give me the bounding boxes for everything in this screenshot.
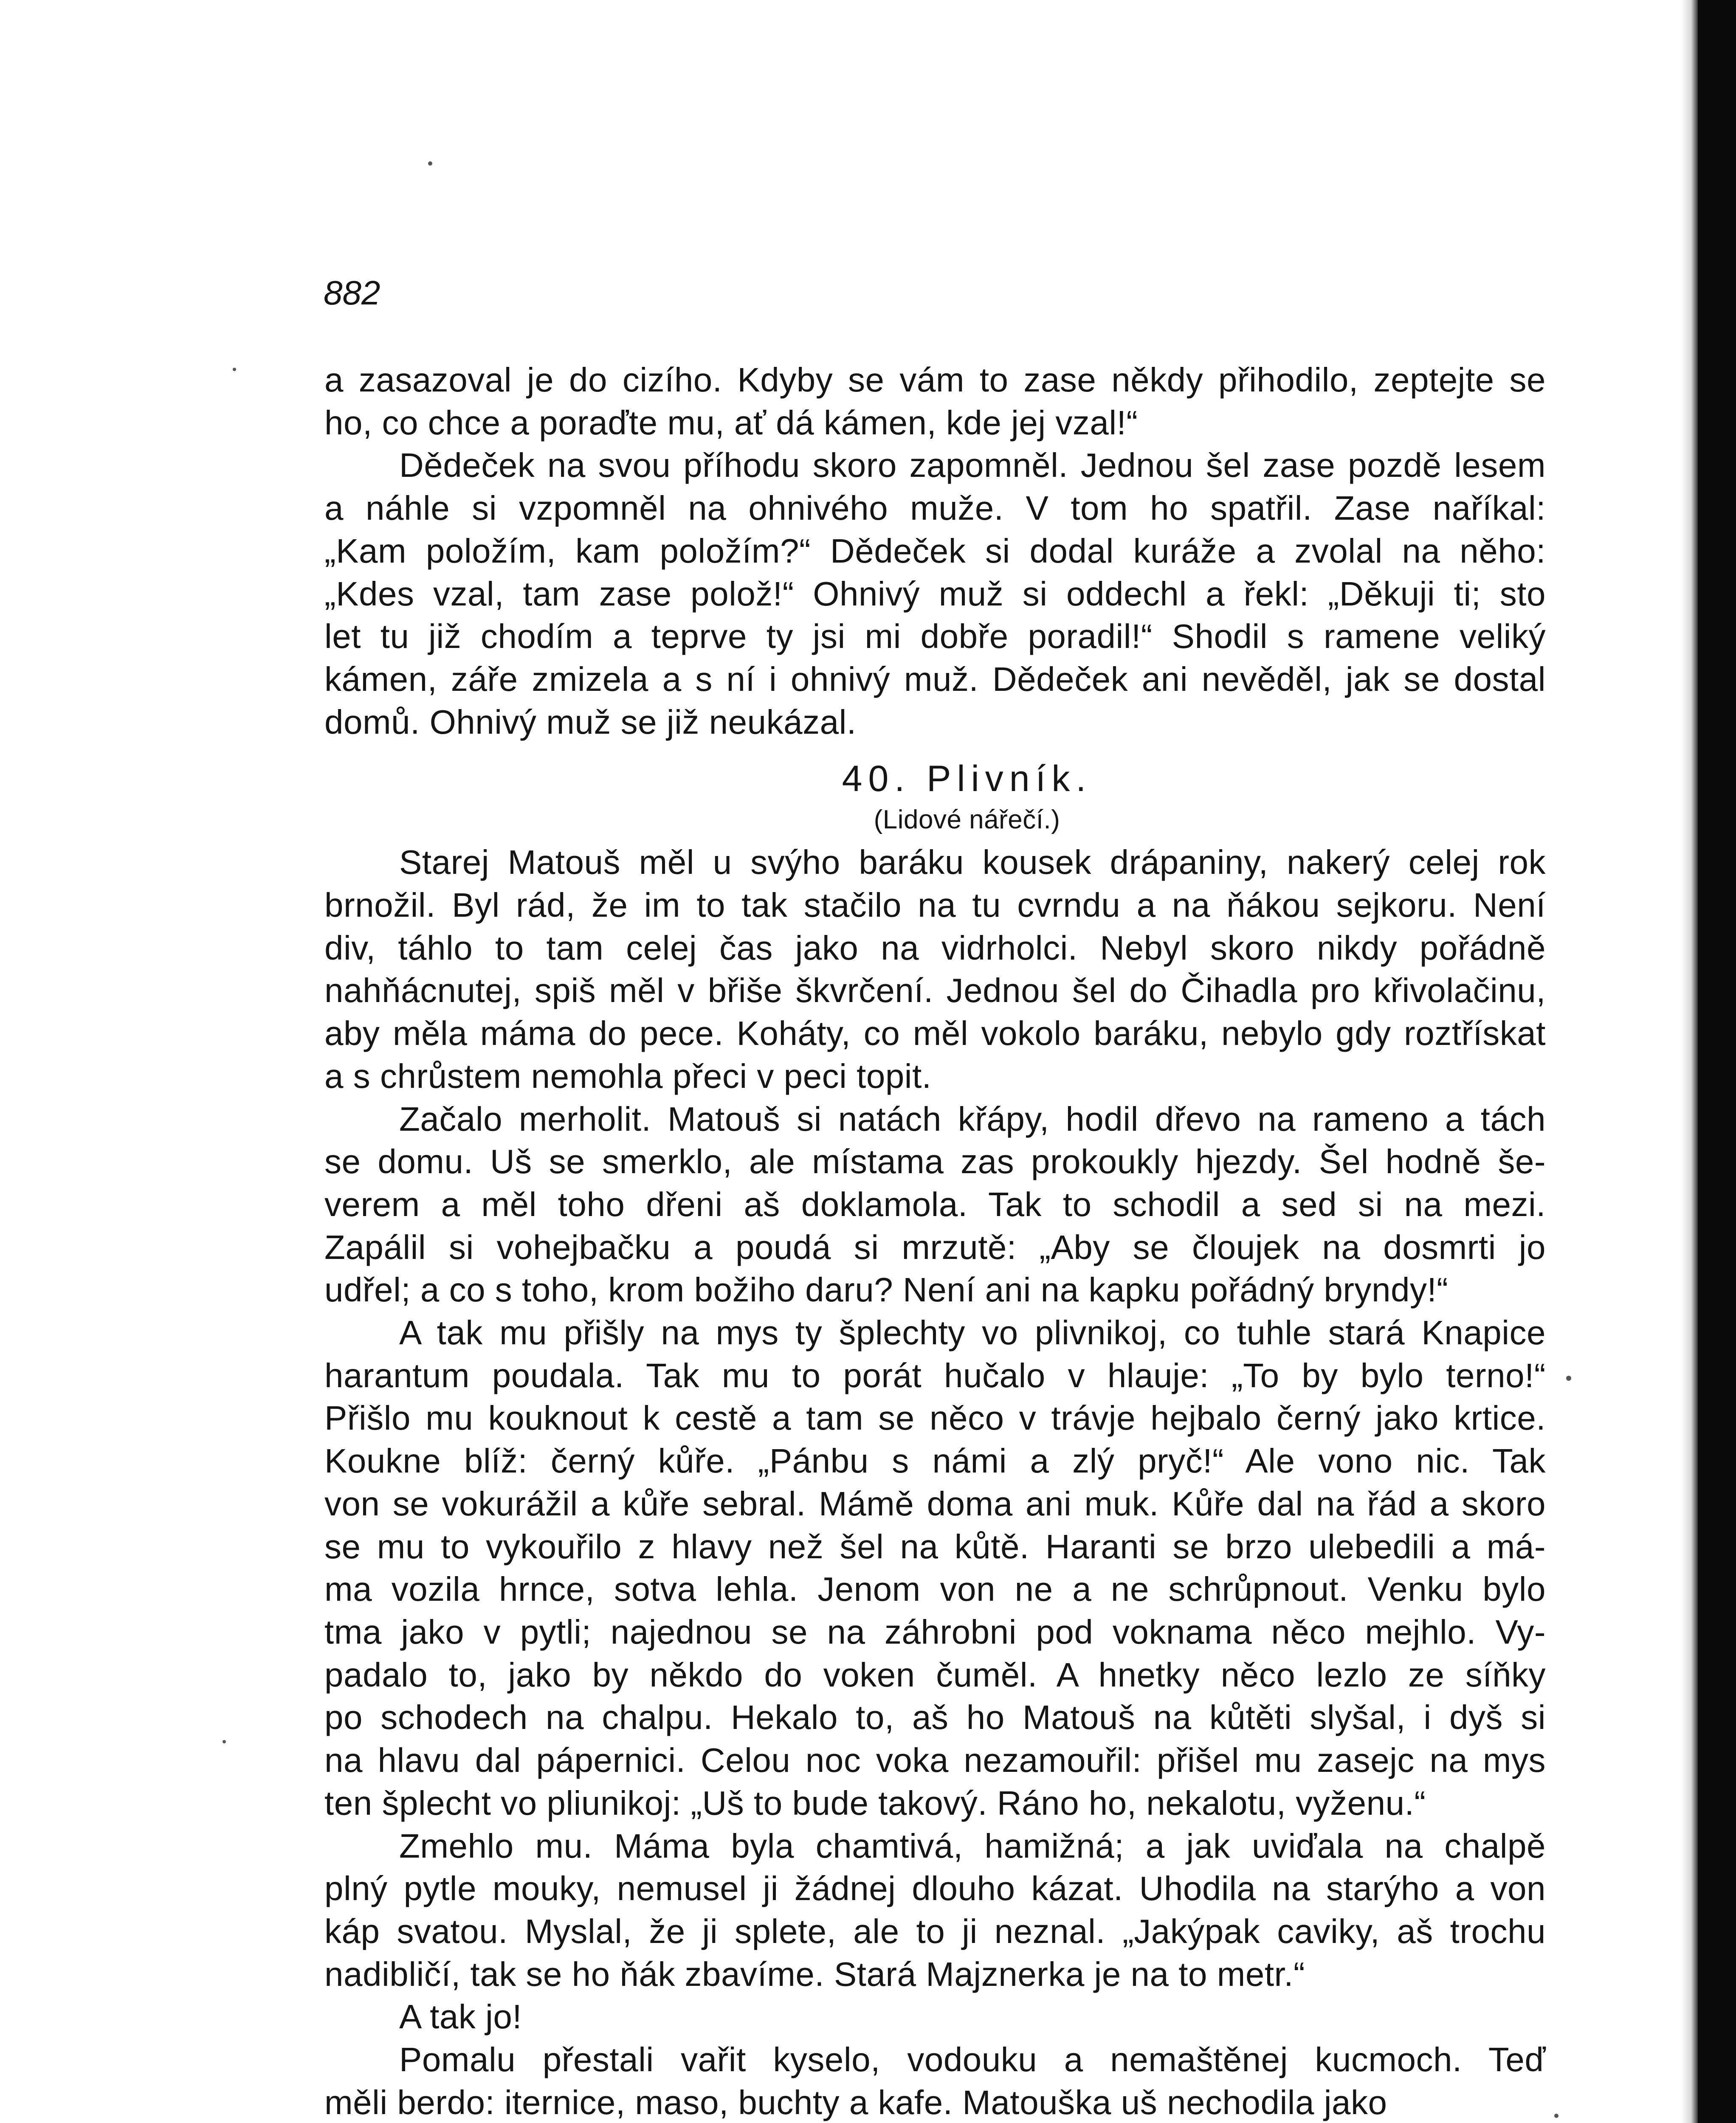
text-line: Pomalu přestali vařit kyselo, vodouku a nemaštěnej kucmoch. Teď	[399, 2041, 1546, 2079]
text-line: „Kdes vzal, tam zase polož!“ Ohnivý muž si oddechl a řekl: „Děkuji ti; sto	[324, 574, 1546, 613]
text-line: plný pytle mouky, nemusel ji žádnej dlouho kázat. Uhodila na starýho a von	[324, 1870, 1546, 1908]
text-line: a zasazoval je do cizího. Kdyby se vám to zase někdy přihodilo, zeptejte se	[324, 361, 1546, 399]
text-line: Dědeček na svou příhodu skoro zapomněl. Jednou šel zase pozdě lesem	[399, 446, 1546, 484]
scan-speck	[223, 1740, 226, 1743]
paragraph	[324, 444, 1546, 743]
scan-speck	[233, 368, 236, 371]
text-line: Zapálil si vohejbačku a poudá si mrzutě: „Aby se čloujek na dosmrti jo	[324, 1228, 1546, 1266]
text-line: Začalo merholit. Matouš si natách křápy, hodil dřevo na rameno a tách	[399, 1100, 1546, 1138]
scan-speck	[1566, 1376, 1571, 1381]
text-line: nahňácnutej, spiš měl v břiše škvrčení. Jednou šel do Čihadla pro křivolačinu,	[324, 971, 1546, 1010]
text-line: A tak jo!	[399, 1998, 522, 2036]
page-body	[324, 359, 1546, 2123]
paragraph	[324, 1825, 1546, 1996]
text-line: ten šplecht vo pliunikoj: „Uš to bude takový. Ráno ho, nekalotu, vyženu.“	[324, 1784, 1426, 1822]
text-line: na hlavu dal pápernici. Celou noc voka nezamouřil: přišel mu zasejc na mys	[324, 1741, 1546, 1779]
text-line: domů. Ohnivý muž se již neukázal.	[324, 703, 857, 741]
text-line: A tak mu přišly na mys ty šplechty vo plivnikoj, co tuhle stará Knapice	[399, 1314, 1546, 1352]
text-line: ho, co chce a poraďte mu, ať dá kámen, kde jej vzal!“	[324, 403, 1138, 442]
chapter-subtitle: (Lidové nářečí.)	[874, 805, 1060, 835]
text-line: let tu již chodím a teprve ty jsi mi dobře poradil!“ Shodil s ramene veliký	[324, 617, 1546, 656]
page-number: 882	[324, 274, 380, 312]
paragraph	[324, 1098, 1546, 1312]
text-after-chapter	[324, 841, 1546, 2123]
text-line: verem a měl toho dřeni aš doklamola. Tak to schodil a sed si na mezi.	[324, 1185, 1546, 1223]
text-line: Starej Matouš měl u svýho baráku kousek drápaniny, nakerý celej rok	[399, 843, 1546, 881]
text-line: a náhle si vzpomněl na ohnivého muže. V tom ho spatřil. Zase naříkal:	[324, 489, 1546, 527]
text-line: měli berdo: iternice, maso, buchty a kafe. Matouška uš nechodila jako	[324, 2083, 1387, 2121]
scan-speck	[1554, 2114, 1558, 2118]
text-line: Koukne blíž: černý kůře. „Pánbu s námi a zlý pryč!“ Ale vono nic. Tak	[324, 1442, 1546, 1480]
text-line: div, táhlo to tam celej čas jako na vidrholci. Nebyl skoro nikdy pořádně	[324, 929, 1546, 967]
text-line: a s chrůstem nemohla přeci v peci topit.	[324, 1057, 932, 1095]
text-before-chapter	[324, 359, 1546, 743]
paragraph	[324, 359, 1546, 444]
text-line: padalo to, jako by někdo do voken čuměl. A hnetky něco lezlo ze síňky	[324, 1656, 1546, 1694]
scan-speck	[428, 161, 432, 166]
text-line: ma vozila hrnce, sotva lehla. Jenom von ne a ne schrůpnout. Venku bylo	[324, 1570, 1546, 1608]
chapter-title: 40. Plivník.	[842, 758, 1092, 800]
text-line: brnožil. Byl rád, že im to tak stačilo na tu cvrndu a na ňákou sejkoru. Není	[324, 886, 1546, 924]
paragraph	[324, 2039, 1546, 2123]
text-line: tma jako v pytli; najednou se na záhrobni pod voknama něco mejhlo. Vy-	[324, 1613, 1546, 1651]
text-line: „Kam položím, kam položím?“ Dědeček si dodal kuráže a zvolal na něho:	[324, 532, 1546, 570]
text-line: kámen, záře zmizela a s ní i ohnivý muž. Dědeček ani nevěděl, jak se dostal	[324, 660, 1546, 698]
text-line: harantum poudala. Tak mu to porát hučalo v hlauje: „To by bylo terno!“	[324, 1356, 1546, 1394]
text-line: udřel; a co s toho, krom božiho daru? Není ani na kapku pořádný bryndy!“	[324, 1271, 1449, 1309]
text-line: von se vokurážil a kůře sebral. Mámě doma ani muk. Kůře dal na řád a skoro	[324, 1484, 1546, 1523]
text-line: aby měla máma do pece. Koháty, co měl vokolo baráku, nebylo gdy roztřískat	[324, 1014, 1546, 1053]
paragraph	[324, 841, 1546, 1098]
page-edge-shadow	[1681, 0, 1698, 2123]
text-line: káp svatou. Myslal, že ji splete, ale to ji neznal. „Jakýpak caviky, aš trochu	[324, 1912, 1546, 1950]
text-line: nadibličí, tak se ho ňák zbavíme. Stará Majznerka je na to metr.“	[324, 1955, 1305, 1993]
paragraph	[324, 1312, 1546, 1825]
text-line: Zmehlo mu. Máma byla chamtivá, hamižná; a jak uviďala na chalpě	[399, 1827, 1546, 1865]
text-line: se mu to vykouřilo z hlavy než šel na kůtě. Haranti se brzo ulebedili a má-	[324, 1527, 1546, 1566]
text-line: Přišlo mu kouknout k cestě a tam se něco v trávje hejbalo černý jako krtice.	[324, 1399, 1546, 1437]
paragraph	[324, 1996, 1546, 2039]
text-line: po schodech na chalpu. Hekalo to, aš ho Matouš na kůtěti slyšal, i dyš si	[324, 1698, 1546, 1737]
scan-border	[1698, 0, 1736, 2123]
text-line: se domu. Uš se smerklo, ale místama zas prokoukly hjezdy. Šel hodně še-	[324, 1143, 1546, 1181]
